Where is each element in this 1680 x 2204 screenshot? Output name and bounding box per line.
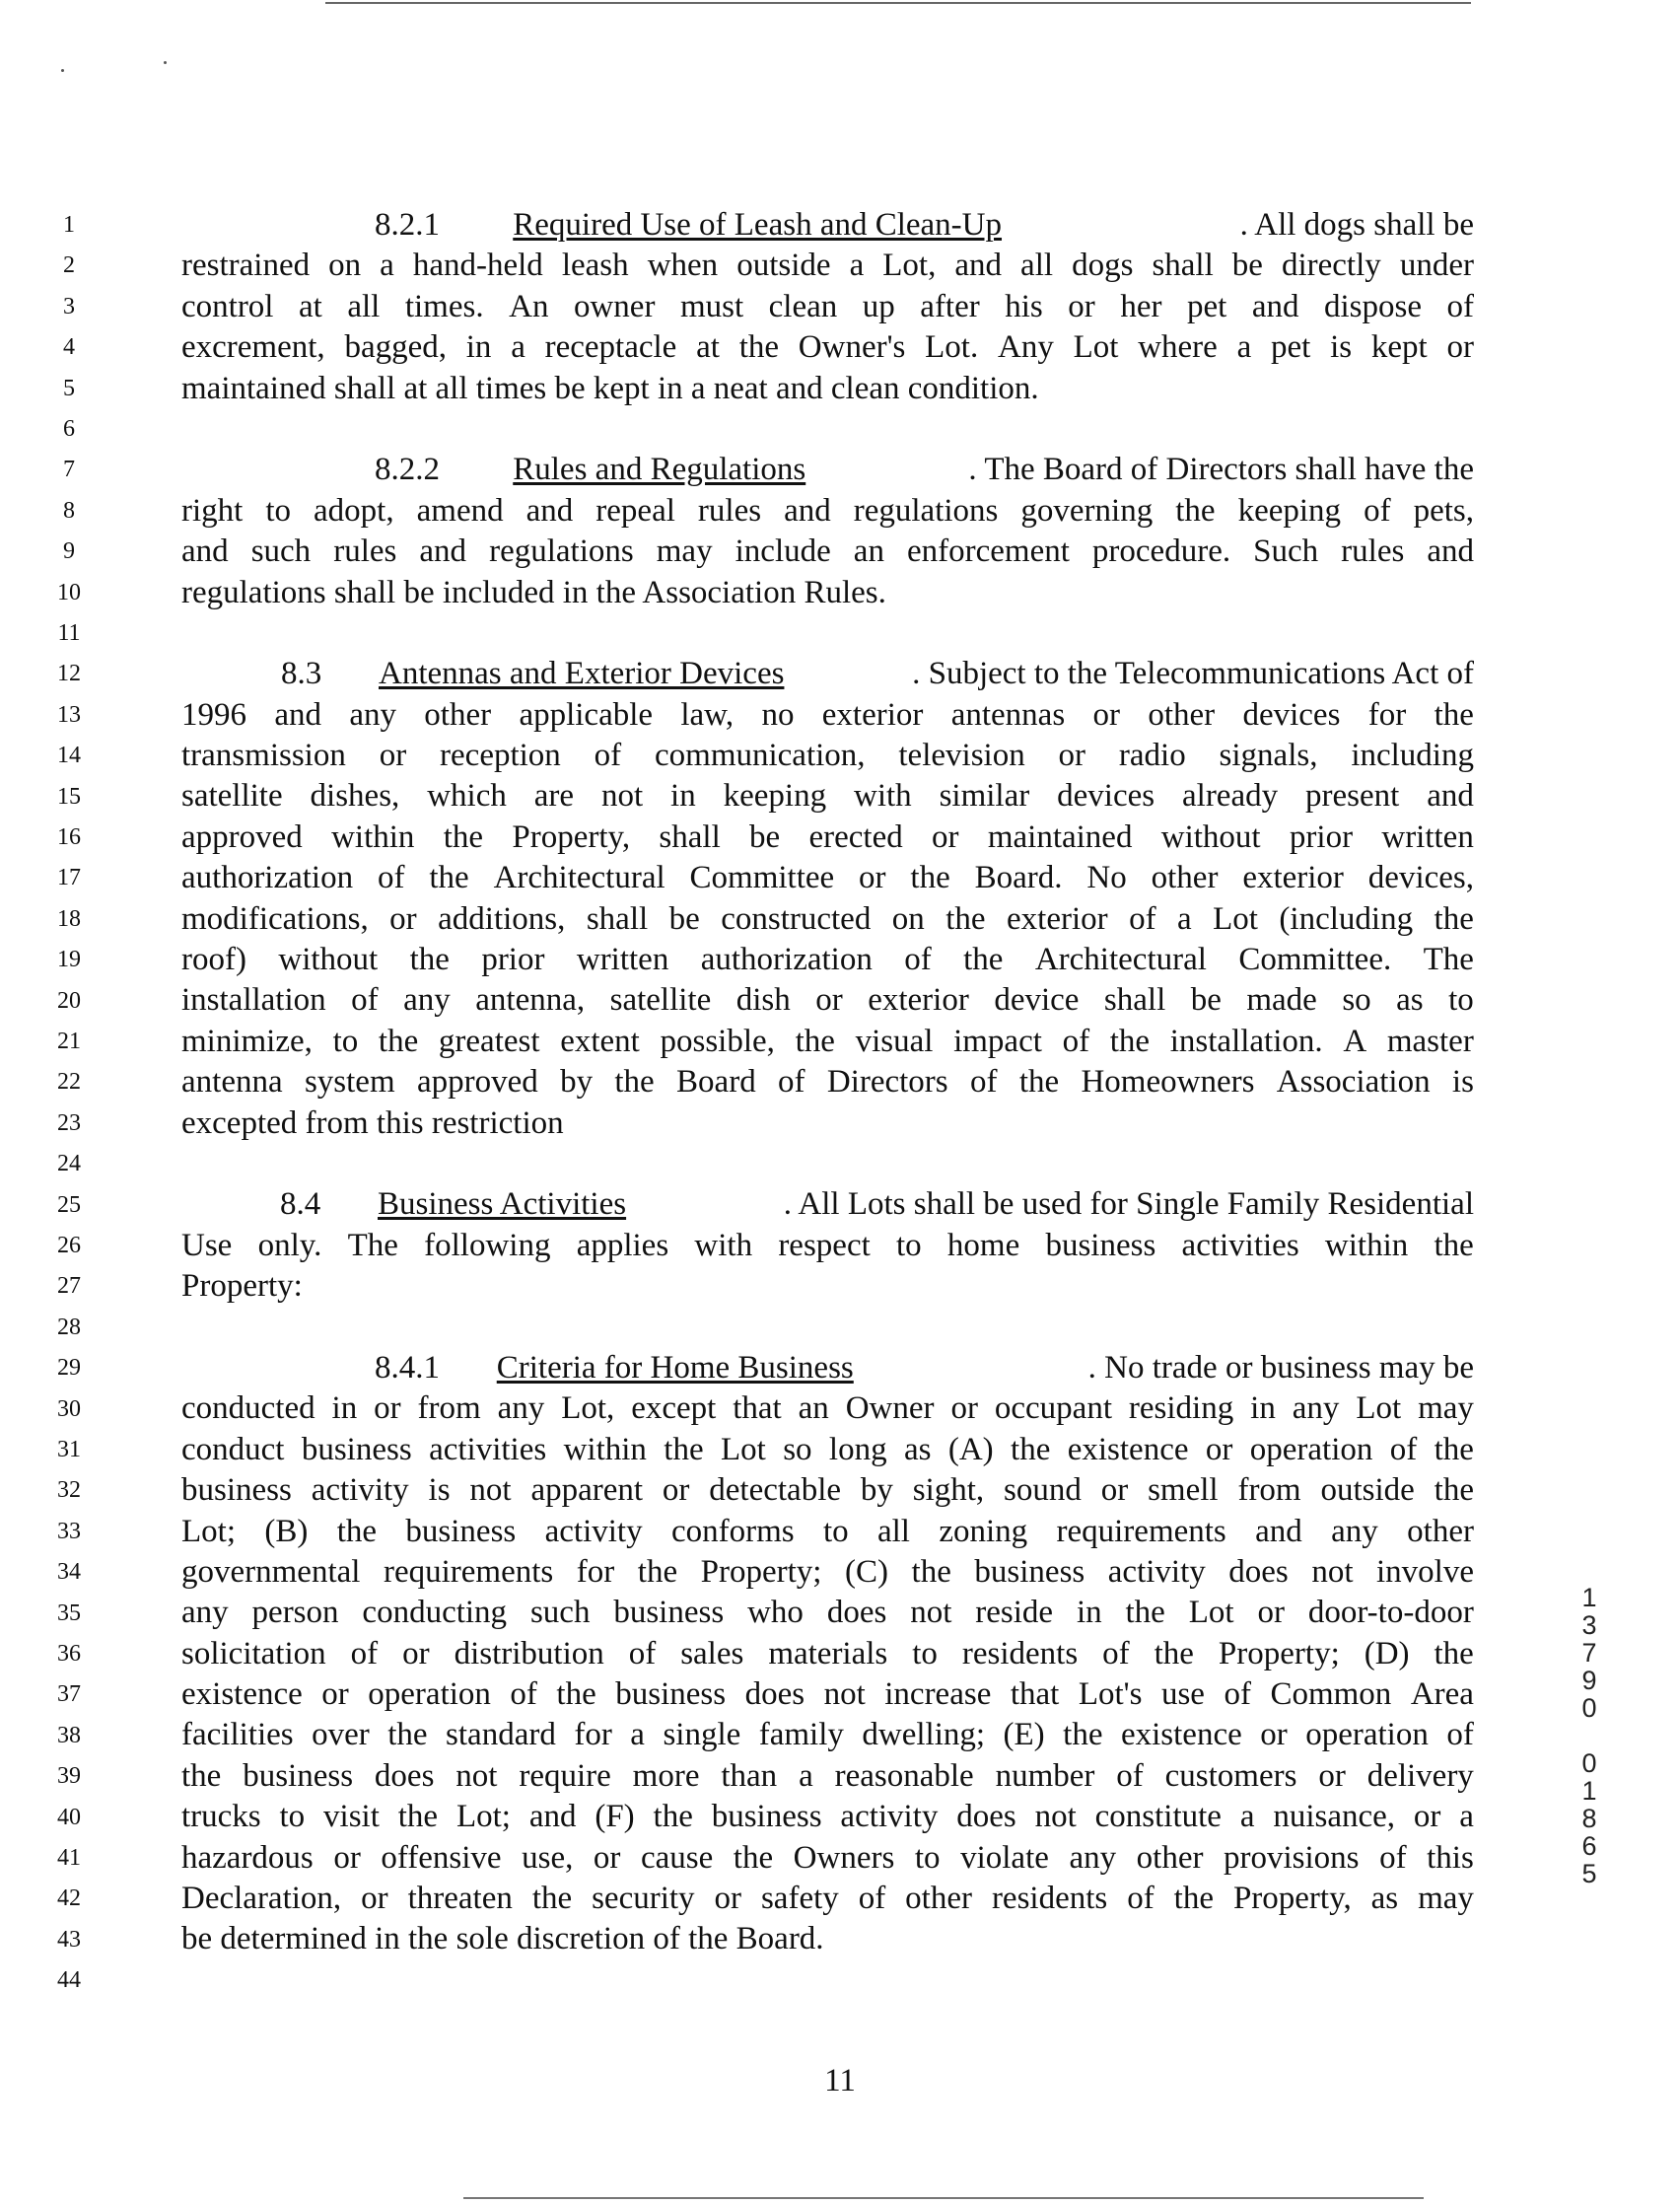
line-number: 37	[57, 1681, 81, 1708]
bottom-border-line	[463, 2197, 1424, 2199]
line-number: 9	[63, 538, 75, 565]
section-heading: Business Activities	[378, 1186, 627, 1223]
text-line: trucks to visit the Lot; and (F) the business activity does not constitute a nuisance, or a	[181, 1799, 1474, 1835]
text-line: 1996 and any other applicable law, no exterior antennas or other devices for the	[181, 696, 1474, 733]
text-line: solicitation of or distribution of sales materials to residents of the Property; (D) the	[181, 1635, 1474, 1671]
line-number: 24	[57, 1151, 81, 1177]
section-number: 8.2.1	[375, 207, 440, 243]
line-number: 13	[57, 701, 81, 728]
text-line: authorization of the Architectural Committee or the Board. No other exterior devices,	[181, 860, 1474, 896]
section-number: 8.4.1	[375, 1349, 440, 1386]
text-line: control at all times. An owner must clean up after his or her pet and dispose of	[181, 288, 1474, 324]
section-8-3-first-line	[181, 654, 1474, 694]
text-line: right to adopt, amend and repeal rules and regulations governing the keeping of pets,	[181, 492, 1474, 529]
text-line-last: regulations shall be included in the Association Rules.	[181, 574, 886, 610]
line-number: 36	[57, 1641, 81, 1667]
text-line: existence or operation of the business does not increase that Lot's use of Common Area	[181, 1676, 1474, 1713]
top-border-line	[325, 2, 1471, 4]
line-number: 28	[57, 1314, 81, 1340]
line-number: 40	[57, 1804, 81, 1830]
section-8-2-1-first-line	[181, 205, 1474, 246]
line-number: 7	[63, 457, 75, 483]
line-number: 12	[57, 661, 81, 687]
text-line: and such rules and regulations may include an enforcement procedure. Such rules and	[181, 533, 1474, 570]
text-line: facilities over the standard for a single family dwelling; (E) the existence or operation of	[181, 1717, 1474, 1753]
text-line: hazardous or offensive use, or cause the Owners to violate any other provisions of this	[181, 1839, 1474, 1876]
line-number: 8	[63, 497, 75, 524]
section-text: . The Board of Directors shall have the	[968, 452, 1474, 488]
line-number: 33	[57, 1518, 81, 1544]
text-line: conducted in or from any Lot, except that an Owner or occupant residing in any Lot may	[181, 1390, 1474, 1427]
scan-speck	[61, 69, 64, 72]
line-number: 44	[57, 1967, 81, 1994]
text-line: the business does not require more than a reasonable number of customers or delivery	[181, 1757, 1474, 1794]
text-line: Declaration, or threaten the security or safety of other residents of the Property, as may	[181, 1881, 1474, 1917]
line-number: 34	[57, 1559, 81, 1586]
line-number: 25	[57, 1191, 81, 1218]
section-text: . All dogs shall be	[1239, 207, 1474, 243]
document-body	[181, 205, 1474, 1960]
text-line: governmental requirements for the Property; (C) the business activity does not involve	[181, 1553, 1474, 1590]
text-line-last: maintained shall at all times be kept in a neat and clean condition.	[181, 370, 1039, 406]
line-number: 5	[63, 375, 75, 401]
text-line: conduct business activities within the Lot so long as (A) the existence or operation of the	[181, 1431, 1474, 1467]
page-number: 11	[824, 2063, 856, 2098]
line-number: 29	[57, 1355, 81, 1382]
text-line-last: excepted from this restriction	[181, 1104, 564, 1141]
scan-speck	[164, 61, 167, 64]
line-number: 30	[57, 1395, 81, 1422]
text-line: business activity is not apparent or detectable by sight, sound or smell from outside the	[181, 1472, 1474, 1509]
line-number: 22	[57, 1069, 81, 1096]
text-line: roof) without the prior written authorization of the Architectural Committee. The	[181, 942, 1474, 978]
text-line: antenna system approved by the Board of Directors of the Homeowners Association is	[181, 1064, 1474, 1101]
text-line-last: Property:	[181, 1268, 303, 1305]
section-heading: Required Use of Leash and Clean-Up	[513, 207, 1003, 243]
section-8-4-1-first-line	[181, 1348, 1474, 1388]
text-line: Use only. The following applies with respect to home business activities within the	[181, 1227, 1474, 1263]
section-heading: Rules and Regulations	[513, 452, 806, 488]
section-8-4-first-line	[181, 1184, 1474, 1225]
text-line: installation of any antenna, satellite dish or exterior device shall be made so as to	[181, 982, 1474, 1019]
text-line: Lot; (B) the business activity conforms to all zoning requirements and any other	[181, 1513, 1474, 1549]
line-number: 23	[57, 1109, 81, 1136]
margin-stamp: 13790 01865	[1575, 1583, 1604, 1886]
line-number: 39	[57, 1763, 81, 1790]
line-number: 10	[57, 579, 81, 605]
line-number: 4	[63, 334, 75, 361]
line-number: 19	[57, 947, 81, 973]
section-heading: Antennas and Exterior Devices	[379, 656, 785, 692]
line-number: 3	[63, 293, 75, 320]
text-line-last: be determined in the sole discretion of the Board.	[181, 1921, 824, 1957]
line-number: 21	[57, 1029, 81, 1054]
text-line: transmission or reception of communication, television or radio signals, including	[181, 738, 1474, 774]
section-number: 8.2.2	[375, 452, 440, 488]
text-line: excrement, bagged, in a receptacle at the Owner's Lot. Any Lot where a pet is kept or	[181, 329, 1474, 366]
line-number: 41	[57, 1845, 81, 1871]
text-line: satellite dishes, which are not in keeping with similar devices already present and	[181, 778, 1474, 815]
line-number: 27	[57, 1273, 81, 1300]
line-number: 16	[57, 824, 81, 850]
line-number: 17	[57, 865, 81, 891]
line-number: 26	[57, 1233, 81, 1258]
text-line: minimize, to the greatest extent possible, the visual impact of the installation. A master	[181, 1023, 1474, 1059]
line-number: 11	[57, 620, 81, 646]
text-line: any person conducting such business who does not reside in the Lot or door-to-door	[181, 1595, 1474, 1631]
section-number: 8.3	[281, 656, 322, 692]
line-number: 1	[63, 212, 75, 238]
section-text: . All Lots shall be used for Single Family Residential	[783, 1186, 1474, 1223]
text-line: modifications, or additions, shall be constructed on the exterior of a Lot (including the	[181, 900, 1474, 937]
line-number: 20	[57, 987, 81, 1014]
line-number: 31	[57, 1437, 81, 1462]
line-number: 18	[57, 905, 81, 932]
line-number: 6	[63, 416, 75, 442]
line-number: 15	[57, 783, 81, 810]
section-8-2-2-first-line	[181, 450, 1474, 490]
section-number: 8.4	[280, 1186, 321, 1223]
line-number: 2	[63, 252, 75, 279]
line-number: 32	[57, 1477, 81, 1504]
line-number: 14	[57, 743, 81, 769]
text-line: restrained on a hand-held leash when outside a Lot, and all dogs shall be directly under	[181, 248, 1474, 284]
line-number: 42	[57, 1885, 81, 1912]
section-heading: Criteria for Home Business	[496, 1349, 854, 1386]
line-number: 43	[57, 1926, 81, 1953]
line-number: 35	[57, 1600, 81, 1626]
line-number: 38	[57, 1722, 81, 1748]
text-line: approved within the Property, shall be erected or maintained without prior written	[181, 818, 1474, 855]
section-text: . No trade or business may be	[1087, 1349, 1474, 1386]
section-text: . Subject to the Telecommunications Act of	[912, 656, 1474, 692]
